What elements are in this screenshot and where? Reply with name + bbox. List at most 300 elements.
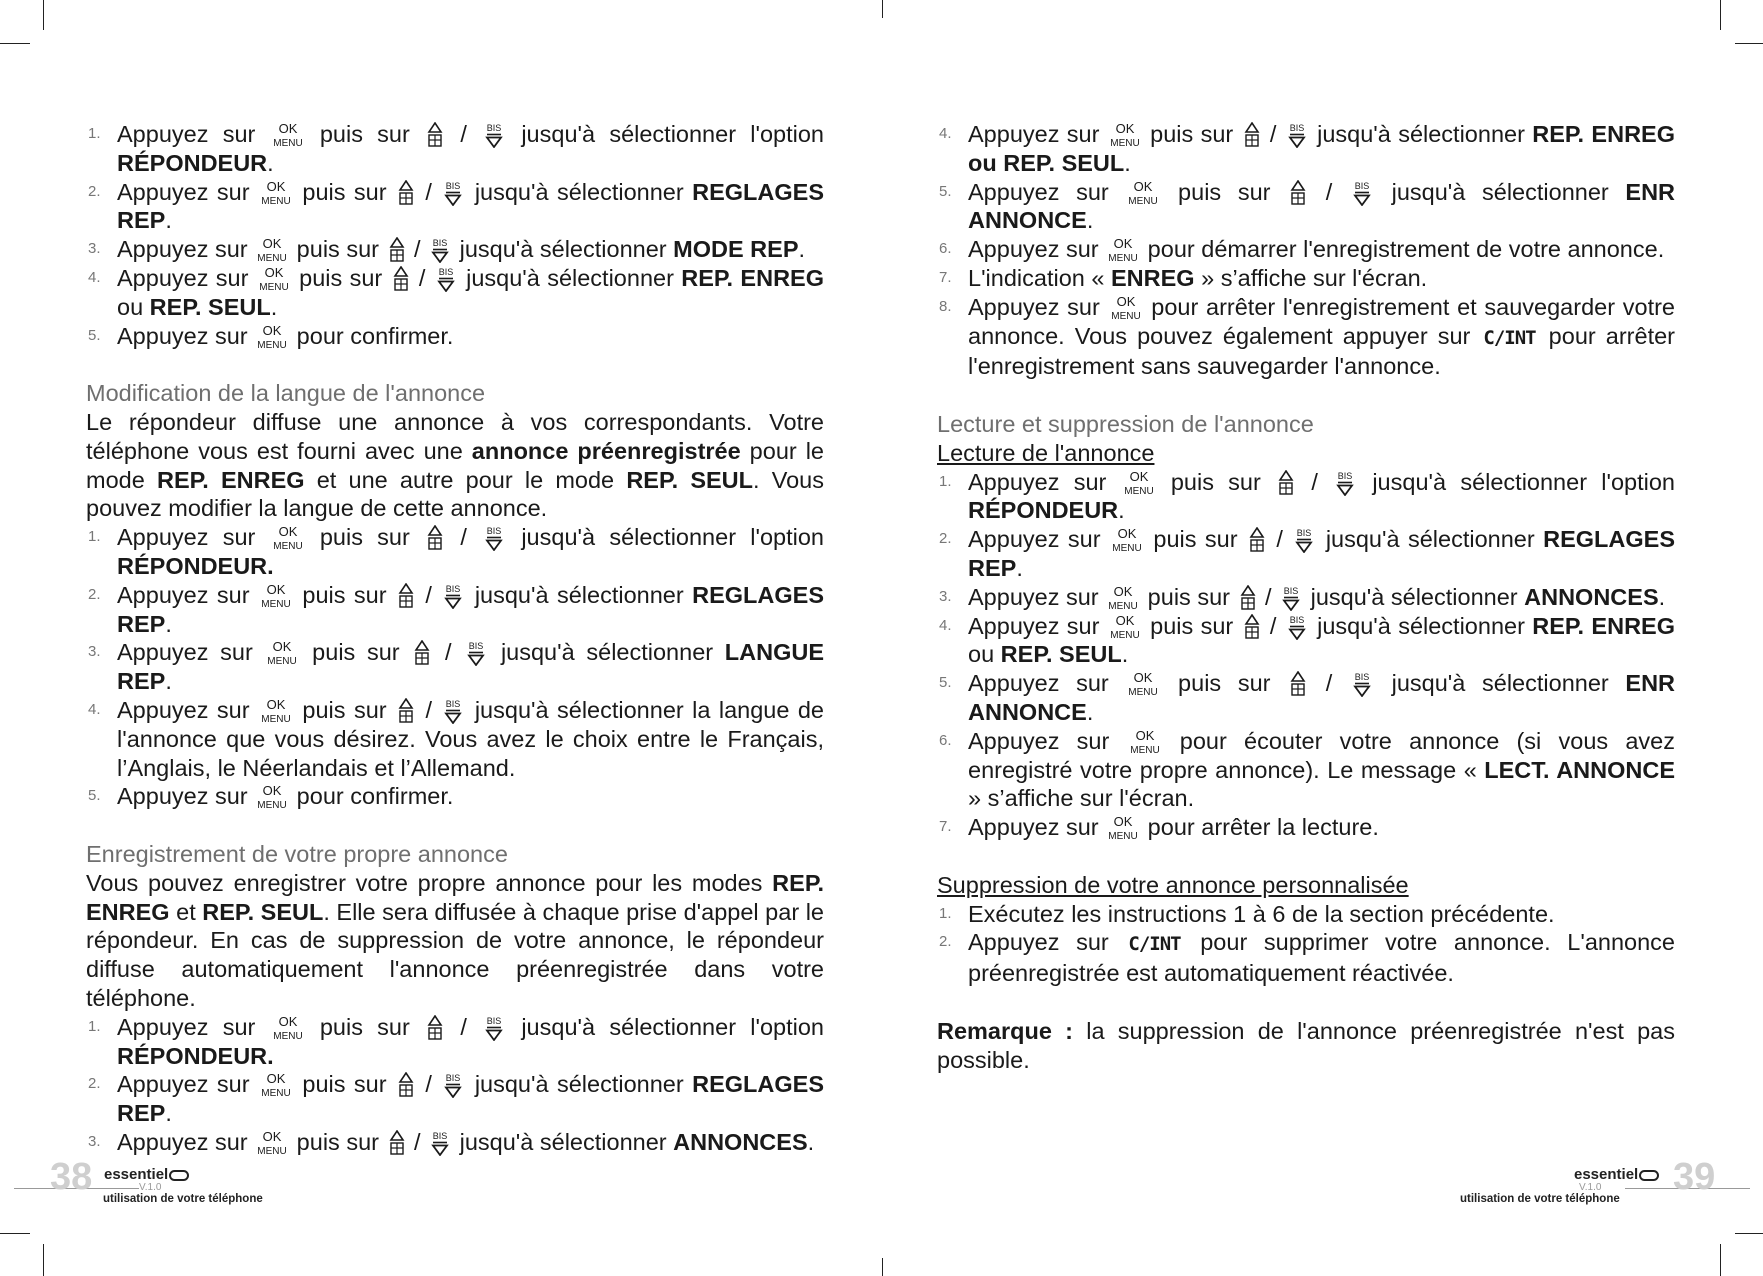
page-number: 39 (1673, 1156, 1716, 1198)
paragraph-enregistrement-intro (86, 869, 824, 1013)
text-run: / (411, 264, 433, 291)
svg-text:BIS: BIS (486, 123, 502, 133)
text-run: Appuyez sur (117, 581, 258, 608)
text-run: . (165, 668, 172, 695)
step-item (937, 612, 1675, 670)
text-run: / (1309, 670, 1349, 697)
bis-down-key-icon (1294, 527, 1314, 553)
text-run: / (446, 121, 482, 147)
crop-mark (882, 1258, 883, 1276)
text-run: Appuyez sur (968, 526, 1109, 553)
step-number: 5. (88, 326, 101, 344)
step-item (937, 235, 1675, 264)
text-run: puis sur (293, 581, 395, 608)
svg-text:MENU: MENU (261, 598, 291, 609)
bold-text: REP. SEUL (1000, 641, 1122, 668)
svg-text:OK: OK (273, 640, 292, 655)
crop-mark (0, 43, 30, 44)
svg-text:OK: OK (1115, 122, 1135, 136)
bold-text: REP. ENREG (681, 264, 824, 291)
text-run: jusqu'à sélectionner (466, 581, 693, 608)
crop-mark (1720, 1244, 1721, 1276)
text-run: Appuyez sur (117, 322, 255, 349)
ok-menu-key-icon (261, 180, 291, 206)
svg-text:MENU: MENU (259, 281, 289, 292)
svg-text:OK: OK (1113, 584, 1133, 599)
svg-text:MENU: MENU (257, 253, 287, 264)
text-run: . (1016, 554, 1023, 581)
bold-text: ENR ANNONCE (968, 178, 1676, 234)
text-run: . (807, 1128, 815, 1155)
text-run: / (1262, 612, 1284, 639)
step-number: 4. (88, 700, 101, 718)
up-phonebook-key-icon (1244, 614, 1260, 640)
text-run: . (267, 149, 274, 176)
text-run: puis sur (1142, 612, 1241, 639)
up-phonebook-key-icon (1290, 180, 1306, 206)
step-number: 1. (939, 472, 952, 490)
text-run: puis sur (290, 1128, 386, 1155)
text-run: / (433, 639, 464, 666)
svg-text:OK: OK (1134, 179, 1153, 194)
text-run: / (1262, 121, 1284, 147)
step-number: 3. (939, 587, 952, 605)
crop-mark (882, 0, 883, 18)
bold-text: REGLAGES REP (117, 581, 825, 637)
svg-text:MENU: MENU (272, 1030, 303, 1041)
text-run: Appuyez sur (968, 121, 1107, 147)
right-page-column (937, 120, 1675, 1074)
step-item (86, 1128, 824, 1157)
ok-menu-key-icon (261, 1072, 291, 1098)
text-run: . (165, 610, 172, 637)
text-run: jusqu'à sélectionner (1374, 178, 1626, 205)
text-run: Vous pouvez enregistrer votre propre annonce pour les modes (86, 869, 773, 896)
bold-text: REGLAGES REP (117, 178, 825, 234)
svg-text:MENU: MENU (261, 195, 291, 206)
brand-name: essentiel (1574, 1166, 1639, 1183)
step-number: 1. (88, 125, 101, 142)
steps-list-langue (86, 523, 824, 811)
ok-menu-key-icon (257, 784, 287, 810)
c-int-key-icon: C/INT (1483, 326, 1536, 349)
text-run: jusqu'à sélectionner (1317, 526, 1544, 553)
step-number: 8. (939, 297, 952, 315)
step-item (86, 1013, 824, 1071)
bis-down-key-icon (443, 1072, 463, 1098)
bis-down-key-icon (1281, 585, 1301, 611)
text-run: . (270, 293, 278, 320)
text-run: . (165, 207, 172, 234)
svg-text:OK: OK (266, 582, 286, 597)
text-run: Appuyez sur (117, 1013, 270, 1040)
text-run: ou (117, 293, 150, 320)
svg-text:OK: OK (266, 1072, 286, 1087)
svg-text:OK: OK (1113, 815, 1133, 830)
bold-text: MODE REP (673, 236, 799, 263)
text-run: Appuyez sur (117, 524, 270, 551)
text-run: jusqu'à sélectionner (453, 1128, 674, 1155)
crop-mark (1735, 43, 1763, 44)
step-number: 2. (939, 933, 952, 951)
text-run: pour confirmer. (290, 783, 454, 810)
section-heading-enregistrement: Enregistrement de votre propre annonce (86, 840, 508, 867)
page-number: 38 (50, 1156, 93, 1198)
spacer (937, 988, 1675, 1017)
bold-text: LANGUE REP (117, 639, 825, 695)
step-number: 3. (88, 643, 101, 661)
brand-name: essentiel (104, 1166, 169, 1183)
text-run: Appuyez sur (968, 727, 1127, 754)
svg-text:BIS: BIS (1283, 585, 1299, 596)
text-run: puis sur (290, 236, 386, 263)
bis-down-key-icon (484, 122, 504, 148)
step-number: 2. (939, 530, 952, 548)
bold-text: REP. ENREG ou REP. SEUL (968, 121, 1675, 176)
ok-menu-key-icon (257, 237, 287, 263)
text-run: Appuyez sur (117, 639, 265, 666)
step-number: 5. (88, 787, 101, 805)
text-run: puis sur (1161, 670, 1288, 697)
text-run: / (407, 236, 428, 263)
svg-text:MENU: MENU (1110, 310, 1141, 321)
bis-down-key-icon (443, 698, 463, 724)
text-run: . (165, 1100, 172, 1127)
up-phonebook-key-icon (398, 1072, 414, 1098)
step-item (937, 727, 1675, 813)
ok-menu-key-icon (1108, 237, 1138, 263)
svg-text:OK: OK (1135, 728, 1154, 743)
step-number: 5. (939, 674, 952, 692)
step-item (937, 120, 1675, 178)
svg-text:OK: OK (262, 784, 282, 799)
bis-down-key-icon (1287, 122, 1307, 148)
text-run: . (1658, 583, 1666, 610)
text-run: puis sur (1142, 121, 1241, 147)
text-run: jusqu'à sélectionner l'option (1358, 468, 1676, 495)
text-run: Appuyez sur (968, 612, 1107, 639)
text-run: jusqu'à sélectionner (1309, 121, 1533, 147)
svg-text:OK: OK (1134, 671, 1153, 686)
svg-text:MENU: MENU (1128, 687, 1159, 698)
text-run: pour démarrer l'enregistrement de votre annonce. (1141, 236, 1665, 263)
text-run: puis sur (293, 1071, 395, 1098)
svg-text:MENU: MENU (261, 1088, 291, 1099)
note-paragraph (937, 1017, 1675, 1075)
svg-text:MENU: MENU (257, 339, 287, 350)
step-item (86, 178, 824, 236)
bold-text: ANNONCES (1524, 583, 1659, 610)
ok-menu-key-icon (261, 583, 291, 609)
step-item (86, 120, 824, 178)
step-item (937, 178, 1675, 236)
text-run: / (417, 1071, 441, 1098)
ok-menu-key-icon (257, 1130, 287, 1156)
up-phonebook-key-icon (1290, 671, 1306, 697)
text-run: / (417, 178, 441, 205)
svg-text:BIS: BIS (1354, 180, 1370, 191)
step-item (86, 1070, 824, 1128)
step-item (937, 293, 1675, 381)
step-item (937, 669, 1675, 727)
svg-text:MENU: MENU (257, 800, 287, 811)
svg-text:BIS: BIS (446, 698, 461, 709)
text-run: puis sur (293, 178, 395, 205)
bis-down-key-icon (484, 525, 504, 551)
ok-menu-key-icon (259, 266, 289, 292)
text-run: et (169, 898, 203, 925)
svg-text:MENU: MENU (1110, 138, 1140, 148)
svg-text:MENU: MENU (257, 1145, 287, 1156)
step-number: 4. (939, 125, 952, 142)
text-run: puis sur (291, 264, 390, 291)
svg-text:OK: OK (278, 525, 297, 540)
text-run: pour confirmer. (290, 322, 454, 349)
text-run: . Vous pouvez modifier la langue de cette annonce. (86, 466, 824, 522)
text-run: puis sur (1156, 468, 1276, 495)
ok-menu-key-icon (1124, 470, 1154, 496)
subheading-lecture: Lecture de l'annonce (937, 439, 1155, 466)
step-item (86, 638, 824, 696)
text-run: jusqu'à sélectionner (466, 178, 693, 205)
svg-text:MENU: MENU (272, 541, 303, 552)
text-run: jusqu'à sélectionner (466, 1071, 693, 1098)
version-label: V.1.0 (139, 1182, 162, 1193)
step-item (937, 900, 1675, 929)
svg-text:MENU: MENU (261, 713, 291, 724)
text-run: . (798, 236, 806, 263)
text-run: Appuyez sur (117, 696, 258, 723)
up-phonebook-key-icon (427, 1015, 443, 1041)
step-number: 7. (939, 268, 952, 286)
svg-text:BIS: BIS (446, 1073, 461, 1084)
svg-text:BIS: BIS (1289, 614, 1305, 625)
svg-text:OK: OK (264, 265, 284, 280)
text-run: puis sur (1141, 583, 1237, 610)
up-phonebook-key-icon (1240, 585, 1256, 611)
svg-text:BIS: BIS (486, 526, 502, 537)
up-phonebook-key-icon (414, 640, 430, 666)
text-run: la suppression de l'annonce préenregistrée n'est pas possible. (937, 1017, 1675, 1073)
ok-menu-key-icon (273, 1015, 303, 1041)
text-run: . (1086, 207, 1094, 234)
svg-text:OK: OK (1117, 527, 1137, 542)
text-run: puis sur (293, 696, 396, 723)
brand-logo (1574, 1166, 1659, 1183)
step-item (937, 525, 1675, 583)
text-run: jusqu'à sélectionner la langue de l'annonce que vous désirez. Vous avez le choix entre le Français, l’Anglais, le Néerlandais et l’Allemand. (117, 696, 825, 781)
subheading-suppression: Suppression de votre annonce personnalisée (937, 871, 1409, 898)
bold-text: RÉPONDEUR. (117, 1042, 274, 1069)
step-item (937, 468, 1675, 526)
bis-down-key-icon (1352, 180, 1372, 206)
svg-text:OK: OK (266, 179, 286, 194)
svg-text:OK: OK (1115, 613, 1135, 628)
bold-text: annonce préenregistrée (471, 437, 741, 464)
ok-menu-key-icon (1110, 122, 1140, 148)
steps-list (86, 120, 824, 350)
bis-down-key-icon (1287, 614, 1307, 640)
text-run: puis sur (305, 524, 425, 551)
svg-text:BIS: BIS (1297, 528, 1312, 539)
text-run: puis sur (300, 639, 412, 666)
svg-text:OK: OK (278, 122, 297, 136)
text-run: Appuyez sur (968, 178, 1126, 205)
text-run: puis sur (1161, 178, 1288, 205)
text-run: Appuyez sur (968, 929, 1126, 956)
svg-text:BIS: BIS (446, 180, 461, 191)
brand-mark-icon (1639, 1170, 1659, 1181)
text-run: jusqu'à sélectionner l'option (507, 524, 825, 551)
steps-list-suppression (937, 900, 1675, 988)
up-phonebook-key-icon (398, 180, 414, 206)
text-run: / (446, 524, 482, 551)
step-item (937, 928, 1675, 988)
svg-text:BIS: BIS (1337, 470, 1353, 481)
text-run: / (1268, 526, 1292, 553)
crop-mark (1735, 1233, 1763, 1234)
svg-text:BIS: BIS (468, 641, 484, 652)
steps-list-continued (937, 120, 1675, 381)
ok-menu-key-icon (1108, 585, 1138, 611)
up-phonebook-key-icon (398, 583, 414, 609)
bis-down-key-icon (430, 237, 450, 263)
svg-text:OK: OK (1113, 237, 1133, 252)
ok-menu-key-icon (1128, 180, 1158, 206)
bold-text: ENREG (1110, 264, 1195, 291)
bold-text: REGLAGES REP (968, 526, 1676, 581)
bold-text: Remarque : (937, 1017, 1073, 1044)
text-run: . Elle sera diffusée à chaque prise d'appel par le répondeur. En cas de suppression de votre annonce, le répondeur diffuse automatiquement l'annonce préenregistrée dans votre téléphone. (86, 898, 824, 1011)
text-run: Appuyez sur (117, 1071, 258, 1098)
ok-menu-key-icon (1111, 295, 1141, 321)
text-run: » s’affiche sur l'écran. (968, 785, 1195, 812)
bold-text: REP. ENREG (1532, 612, 1675, 639)
svg-text:MENU: MENU (1123, 485, 1154, 496)
text-run: L'indication « (968, 264, 1111, 291)
text-run: jusqu'à sélectionner (1304, 583, 1525, 610)
svg-text:OK: OK (262, 237, 282, 252)
text-run: jusqu'à sélectionner (458, 264, 682, 291)
text-run: Appuyez sur (117, 236, 255, 263)
text-run: pour arrêter l'enregistrement et sauvegarder votre annonce. Vous pouvez également appuyer sur (968, 293, 1675, 349)
section-heading-lecture: Lecture et suppression de l'annonce (937, 410, 1314, 437)
step-item (86, 696, 824, 782)
text-run: jusqu'à sélectionner (489, 639, 725, 666)
svg-text:OK: OK (278, 1014, 297, 1029)
bis-down-key-icon (1352, 671, 1372, 697)
step-number: 2. (88, 182, 101, 200)
bold-text: REP. ENREG (156, 466, 305, 493)
bis-down-key-icon (430, 1130, 450, 1156)
svg-text:OK: OK (1116, 294, 1135, 309)
text-run: jusqu'à sélectionner (1309, 612, 1533, 639)
text-run: / (417, 696, 441, 723)
footer-subtitle: utilisation de votre téléphone (1460, 1193, 1620, 1205)
svg-text:BIS: BIS (432, 1130, 448, 1141)
svg-text:BIS: BIS (438, 266, 454, 277)
text-run: pour le mode (86, 437, 824, 493)
paragraph-langue-intro (86, 408, 824, 523)
text-run: Exécutez les instructions 1 à 6 de la section précédente. (968, 900, 1555, 927)
step-number: 5. (939, 182, 952, 200)
step-number: 1. (939, 904, 952, 922)
bold-text: RÉPONDEUR. (117, 552, 274, 579)
text-run: jusqu'à sélectionner l'option (507, 121, 825, 147)
up-phonebook-key-icon (1249, 527, 1265, 553)
step-number: 3. (88, 1132, 101, 1150)
c-int-key-icon: C/INT (1128, 933, 1181, 956)
step-number: 6. (939, 731, 952, 749)
text-run: / (446, 1013, 482, 1040)
bold-text: REP. SEUL (149, 293, 271, 320)
spacer (937, 842, 1675, 871)
step-item (86, 523, 824, 581)
text-run: puis sur (1144, 526, 1246, 553)
ok-menu-key-icon (273, 122, 303, 148)
version-label: V.1.0 (1579, 1182, 1602, 1193)
step-item (86, 264, 824, 322)
text-run: Appuyez sur (117, 783, 255, 810)
ok-menu-key-icon (1128, 671, 1158, 697)
bold-text: ANNONCES (673, 1128, 808, 1155)
text-run: puis sur (305, 1013, 425, 1040)
svg-text:BIS: BIS (486, 1015, 502, 1026)
bold-text: REP. SEUL (626, 466, 754, 493)
brand-mark-icon (169, 1170, 189, 1181)
ok-menu-key-icon (273, 525, 303, 551)
text-run: Appuyez sur (968, 670, 1126, 697)
bold-text: ENR ANNONCE (968, 670, 1676, 725)
up-phonebook-key-icon (389, 237, 405, 263)
svg-text:OK: OK (1129, 469, 1148, 484)
svg-text:MENU: MENU (272, 138, 303, 148)
step-item (86, 782, 824, 811)
text-run: pour arrêter la lecture. (1141, 814, 1379, 841)
svg-text:MENU: MENU (1129, 744, 1160, 755)
step-number: 2. (88, 585, 101, 603)
step-number: 2. (88, 1075, 101, 1093)
bis-down-key-icon (484, 1015, 504, 1041)
step-number: 6. (939, 240, 952, 258)
crop-mark (43, 1244, 44, 1276)
bold-text: REGLAGES REP (117, 1071, 825, 1127)
text-run: . (1121, 641, 1129, 668)
left-page-column (86, 120, 824, 1157)
svg-text:BIS: BIS (432, 238, 448, 249)
text-run: Appuyez sur (117, 1128, 255, 1155)
text-run: Appuyez sur (968, 814, 1106, 841)
text-run: / (1297, 468, 1333, 495)
ok-menu-key-icon (257, 324, 287, 350)
ok-menu-key-icon (1112, 527, 1142, 553)
text-run: pour supprimer votre annonce. L'annonce préenregistrée est automatiquement réactivée. (968, 929, 1675, 987)
svg-text:MENU: MENU (1108, 253, 1138, 264)
brand-logo (104, 1166, 189, 1183)
text-run: jusqu'à sélectionner l'option (507, 1013, 825, 1040)
svg-text:OK: OK (262, 323, 282, 338)
svg-text:OK: OK (262, 1129, 282, 1144)
step-item (86, 581, 824, 639)
step-number: 3. (88, 240, 101, 258)
step-number: 1. (88, 528, 101, 546)
ok-menu-key-icon (1108, 815, 1138, 841)
text-run: jusqu'à sélectionner (453, 236, 674, 263)
bold-text: REP. ENREG (86, 869, 824, 925)
bold-text: RÉPONDEUR (117, 149, 268, 176)
up-phonebook-key-icon (427, 122, 443, 148)
bold-text: RÉPONDEUR (968, 497, 1119, 524)
